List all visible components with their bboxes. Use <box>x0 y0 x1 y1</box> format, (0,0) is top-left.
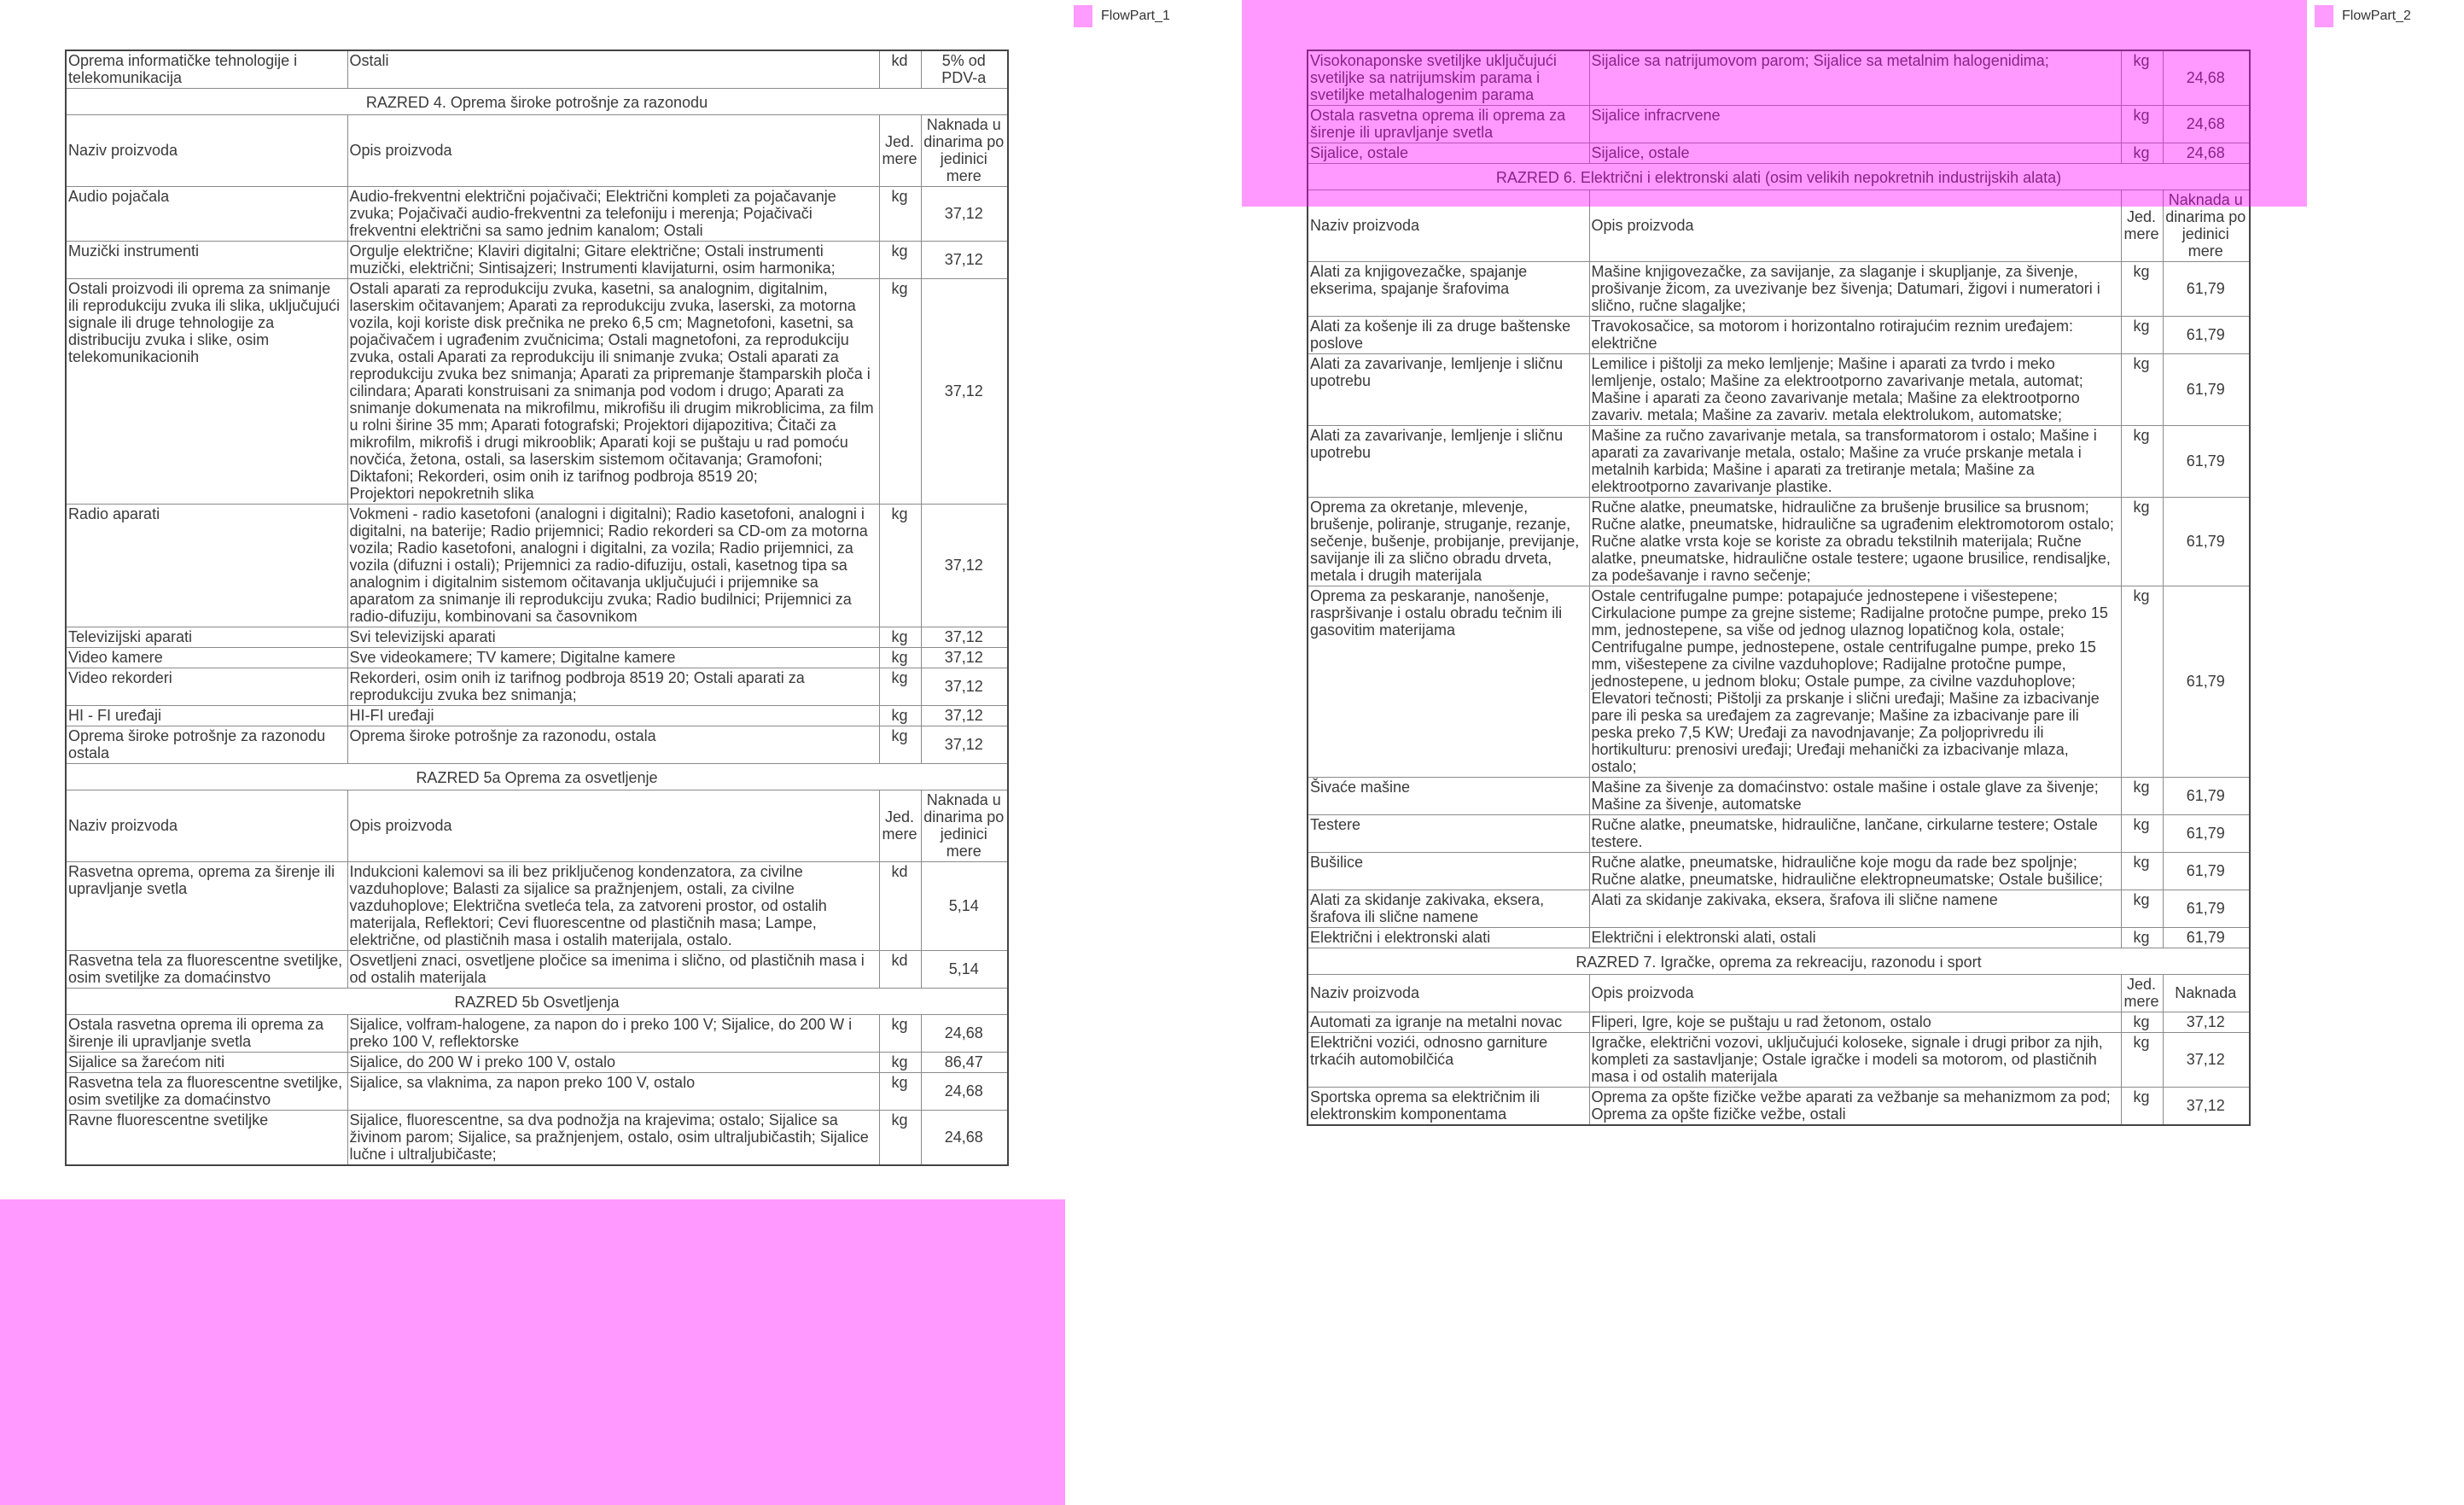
product-name-cell: Alati za skidanje zakivaka, eksera, šrafova ili slične namene <box>1308 890 1589 928</box>
fee-value-cell: 24,68 <box>2163 50 2250 106</box>
fee-value-cell: 37,12 <box>921 242 1008 279</box>
unit-cell: kg <box>2121 262 2163 317</box>
fee-value-cell: 37,12 <box>921 706 1008 726</box>
product-description-cell: Sijalice infracrvene <box>1589 106 2121 143</box>
product-name-cell: Sijalice sa žarećom niti <box>66 1053 347 1073</box>
fee-value-cell: 61,79 <box>2163 354 2250 426</box>
unit-cell: kg <box>2121 317 2163 354</box>
legend-label: FlowPart_1 <box>1101 9 1170 23</box>
product-description-cell: Opis proizvoda <box>1589 975 2121 1012</box>
product-description-cell: Oprema za opšte fizičke vežbe aparati za vežbanje sa mehanizmom za pod; Oprema za opšte fizičke vežbe, ostali <box>1589 1088 2121 1126</box>
unit-cell: kg <box>879 706 921 726</box>
product-description-cell: Audio-frekventni električni pojačivači; Električni kompleti za pojačavanje zvuka; Pojačivači audio-frekventni za telefoniju i merenja; Pojačivači frekventni električni sa samo jednim kanalom; Ostali <box>347 187 879 242</box>
fee-value-cell: 37,12 <box>921 648 1008 668</box>
table-row <box>1308 498 2250 586</box>
product-description-cell: Igračke, električni vozovi, uključujući koloseke, signale i drugi pribor za njih, kompleti za sastavljanje; Ostale igračke i modeli sa motorom, od plastičnih masa i od ostalih materijala <box>1589 1033 2121 1088</box>
fee-value-cell: 37,12 <box>2163 1033 2250 1088</box>
product-name-cell: Rasvetna tela za fluorescentne svetiljke, osim svetiljke za domaćinstvo <box>66 951 347 989</box>
unit-cell: kg <box>2121 143 2163 164</box>
table-row <box>66 627 1008 648</box>
fee-value-cell: 37,12 <box>921 187 1008 242</box>
product-description-cell: Rekorderi, osim onih iz tarifnog podbroja 8519 20; Ostali aparati za reprodukciju zvuka bez snimanja; <box>347 668 879 706</box>
table-row <box>1308 1012 2250 1033</box>
table-row <box>1308 778 2250 815</box>
product-name-cell: Rasvetna oprema, oprema za širenje ili upravljanje svetla <box>66 862 347 951</box>
fee-table-right <box>1307 50 2251 1126</box>
table-row <box>66 1015 1008 1053</box>
section-title: RAZRED 5b Osvetljenja <box>66 989 1008 1015</box>
flowpart-2-legend <box>2315 5 2411 27</box>
product-name-cell: Automati za igranje na metalni novac <box>1308 1012 1589 1033</box>
fee-value-cell: Naknada u dinarima po jedinici mere <box>2163 190 2250 262</box>
unit-cell: kd <box>879 951 921 989</box>
table-row <box>1308 928 2250 948</box>
table-header-row <box>1308 190 2250 262</box>
product-name-cell: Šivaće mašine <box>1308 778 1589 815</box>
product-name-cell: Alati za zavarivanje, lemljenje i sličnu upotrebu <box>1308 426 1589 498</box>
product-name-cell: Oprema za peskaranje, nanošenje, raspršivanje i ostalu obradu tečnim ili gasovitim materijama <box>1308 586 1589 778</box>
section-title: RAZRED 6. Električni i elektronski alati (osim velikih nepokretnih industrijskih alata) <box>1308 164 2250 190</box>
product-name-cell: HI - FI uređaji <box>66 706 347 726</box>
product-description-cell: Električni i elektronski alati, ostali <box>1589 928 2121 948</box>
fee-value-cell: 5,14 <box>921 951 1008 989</box>
product-description-cell: Ostali aparati za reprodukciju zvuka, kasetni, sa analognim, digitalnim, laserskim očitavanjem; Aparati za reprodukciju zvuka, laserski, za motorna vozila, koji koriste disk prečnika ne preko 6,5 cm; Magnetofoni, kasetni, sa pojačivačem i ugrađenim zvučnicima; Ostali magnetofoni, za reprodukciju zvuka, ostali Aparati za reprodukciju ili snimanje zvuka; Ostali aparati za reprodukciju zvuka bez snimanja; Aparati za pripremanje štamparskih ploča i cilindara; Aparati konstruisani za snimanja pod vodom i drugo; Aparati za snimanje dokumenata na mikrofilmu, mikrofišu ili drugim mikroblicima, za film u rolni širine 35 mm; Aparati fotografski; Projektori dijapozitiva; Čitači za mikrofilm, mikrofiš i drugi mikrooblik; Aparati koji se puštaju u rad pomoću novčića, žetona, ostali, sa laserskim sistemom očitavanja; Gramofoni; Diktafoni; Rekorderi, osim onih iz tarifnog podbroja 8519 20; Projektori nepokretnih slika <box>347 279 879 505</box>
unit-cell: Jed. mere <box>2121 190 2163 262</box>
fee-value-cell: 61,79 <box>2163 853 2250 890</box>
table-row <box>1308 143 2250 164</box>
unit-cell: kg <box>879 627 921 648</box>
product-name-cell: Oprema za okretanje, mlevenje, brušenje, poliranje, struganje, rezanje, sečenje, bušenje, probijanje, previjanje, savijanje ili za slično obradu drveta, metala i drugih materijala <box>1308 498 1589 586</box>
unit-cell: kg <box>2121 778 2163 815</box>
legend-swatch <box>2315 5 2333 27</box>
product-name-cell: Alati za knjigovezačke, spajanje ekserima, spajanje šrafovima <box>1308 262 1589 317</box>
unit-cell: kg <box>2121 1088 2163 1126</box>
product-description-cell: Ostali <box>347 50 879 89</box>
table-row <box>1308 1033 2250 1088</box>
product-name-cell: Električni i elektronski alati <box>1308 928 1589 948</box>
product-description-cell: Mašine za šivenje za domaćinstvo: ostale mašine i ostale glave za šivenje; Mašine za šivenje, automatske <box>1589 778 2121 815</box>
unit-cell: kg <box>2121 106 2163 143</box>
fee-value-cell: 24,68 <box>921 1015 1008 1053</box>
unit-cell: kg <box>2121 928 2163 948</box>
section-title-row <box>1308 164 2250 190</box>
unit-cell: kg <box>2121 1033 2163 1088</box>
fee-value-cell: 37,12 <box>2163 1088 2250 1126</box>
unit-cell: kg <box>2121 815 2163 853</box>
unit-cell: kd <box>879 862 921 951</box>
fee-value-cell: 37,12 <box>921 279 1008 505</box>
product-description-cell: Sijalice, do 200 W i preko 100 V, ostalo <box>347 1053 879 1073</box>
fee-value-cell: 61,79 <box>2163 317 2250 354</box>
fee-value-cell: Naknada u dinarima po jedinici mere <box>921 115 1008 187</box>
unit-cell: kg <box>2121 586 2163 778</box>
product-description-cell: Sijalice, fluorescentne, sa dva podnožja na krajevima; ostalo; Sijalice sa živinom parom; Sijalice, sa pražnjenjem, ostalo, osim ultraljubičastih; Sijalice lučne i ultraljubičaste; <box>347 1111 879 1166</box>
flowpart-1-highlight <box>0 1199 1065 1505</box>
unit-cell: kg <box>879 1053 921 1073</box>
unit-cell: kg <box>2121 1012 2163 1033</box>
fee-value-cell: 61,79 <box>2163 262 2250 317</box>
table-row <box>66 279 1008 505</box>
product-description-cell: Sve videokamere; TV kamere; Digitalne kamere <box>347 648 879 668</box>
table-row <box>66 242 1008 279</box>
fee-value-cell: 37,12 <box>921 505 1008 627</box>
unit-cell: kg <box>879 1111 921 1166</box>
fee-value-cell: 61,79 <box>2163 586 2250 778</box>
product-name-cell: Oprema široke potrošnje za razonodu ostala <box>66 726 347 764</box>
table-row <box>66 505 1008 627</box>
product-name-cell: Visokonaponske svetiljke uključujući svetiljke sa natrijumskim parama i svetiljke metalhalogenim parama <box>1308 50 1589 106</box>
product-name-cell: Ostala rasvetna oprema ili oprema za širenje ili upravljanje svetla <box>1308 106 1589 143</box>
product-description-cell: Lemilice i pištolji za meko lemljenje; Mašine i aparati za tvrdo i meko lemljenje, ostalo; Mašine za elektrootporno zavarivanje metala, automat; Mašine i aparati za čeono zavarivanje metala; Mašine za elektrootporno zavariv. metala; Mašine za zavariv. metala elektrolukom, automatske; <box>1589 354 2121 426</box>
fee-value-cell: 61,79 <box>2163 498 2250 586</box>
table-row <box>66 951 1008 989</box>
product-name-cell: Audio pojačala <box>66 187 347 242</box>
product-name-cell: Ravne fluorescentne svetiljke <box>66 1111 347 1166</box>
unit-cell: kg <box>879 242 921 279</box>
unit-cell: kg <box>879 187 921 242</box>
table-row <box>66 1053 1008 1073</box>
flowpart-1-legend <box>1074 5 1170 27</box>
fee-value-cell: 86,47 <box>921 1053 1008 1073</box>
product-description-cell: Ručne alatke, pneumatske, hidraulične, lančane, cirkularne testere; Ostale testere. <box>1589 815 2121 853</box>
product-name-cell: Rasvetna tela za fluorescentne svetiljke, osim svetiljke za domaćinstvo <box>66 1073 347 1111</box>
unit-cell: kg <box>879 505 921 627</box>
unit-cell: kd <box>879 50 921 89</box>
product-description-cell: Orgulje električne; Klaviri digitalni; Gitare električne; Ostali instrumenti muzički, električni; Sintisajzeri; Instrumenti klavijaturni, osim harmonika; <box>347 242 879 279</box>
table-row <box>66 50 1008 89</box>
product-description-cell: Indukcioni kalemovi sa ili bez priključenog kondenzatora, za civilne vazduhoplove; Balasti za sijalice sa pražnjenjem, ostali, za civilne vazduhoplove; Električna svetleća tela, za zatvoreni prostor, od ostalih materijala, Reflektori; Cevi fluorescentne od plastičnih masa; Lampe, električne, od plastičnih masa i ostalih materijala, ostalo. <box>347 862 879 951</box>
product-name-cell: Električni vozići, odnosno garniture trkaćih automobilčića <box>1308 1033 1589 1088</box>
product-description-cell: Travokosačice, sa motorom i horizontalno rotirajućim reznim uređajem: električne <box>1589 317 2121 354</box>
legend-swatch <box>1074 5 1092 27</box>
table-row <box>1308 853 2250 890</box>
product-name-cell: Naziv proizvoda <box>66 115 347 187</box>
fee-value-cell: Naknada <box>2163 975 2250 1012</box>
fee-value-cell: 61,79 <box>2163 778 2250 815</box>
table-row <box>66 648 1008 668</box>
product-description-cell: Sijalice, ostale <box>1589 143 2121 164</box>
product-description-cell: Svi televizijski aparati <box>347 627 879 648</box>
table-header-row <box>66 790 1008 862</box>
section-title-row <box>1308 948 2250 975</box>
fee-value-cell: 24,68 <box>2163 143 2250 164</box>
unit-cell: kg <box>879 668 921 706</box>
product-description-cell: Alati za skidanje zakivaka, eksera, šrafova ili slične namene <box>1589 890 2121 928</box>
unit-cell: kg <box>879 279 921 505</box>
product-description-cell: Opis proizvoda <box>347 790 879 862</box>
product-description-cell: Fliperi, Igre, koje se puštaju u rad žetonom, ostalo <box>1589 1012 2121 1033</box>
fee-table-left <box>65 50 1009 1166</box>
product-name-cell: Sportska oprema sa električnim ili elektronskim komponentama <box>1308 1088 1589 1126</box>
unit-cell: kg <box>2121 890 2163 928</box>
table-row <box>66 1111 1008 1166</box>
fee-value-cell: 61,79 <box>2163 928 2250 948</box>
section-title-row <box>66 989 1008 1015</box>
table-row <box>1308 426 2250 498</box>
product-description-cell: Vokmeni - radio kasetofoni (analogni i digitalni); Radio kasetofoni, analogni i digitalni, na baterije; Radio prijemnici; Radio rekorderi sa CD-om za motorna vozila; Radio kasetofoni, analogni i digitalni, za vozila; Radio prijemnici, za vozila (difuzni i ostali); Prijemnici za radio-difuziju, ostali, kasetnog tipa sa analognim i digitalnim sistemom očitavanja uključujući i prijemnike sa aparatom za snimanje ili reprodukciju zvuka; Radio budilnici; Prijemnici za radio-difuziju, kombinovani sa časovnikom <box>347 505 879 627</box>
product-name-cell: Ostali proizvodi ili oprema za snimanje ili reprodukciju zvuka ili slika, uključujući signale ili druge tehnologije za distribuciju zvuka i slike, osim telekomunikacionih <box>66 279 347 505</box>
table-row <box>66 862 1008 951</box>
fee-value-cell: 37,12 <box>2163 1012 2250 1033</box>
product-name-cell: Naziv proizvoda <box>66 790 347 862</box>
product-name-cell: Ostala rasvetna oprema ili oprema za širenje ili upravljanje svetla <box>66 1015 347 1053</box>
table-row <box>1308 586 2250 778</box>
product-name-cell: Video rekorderi <box>66 668 347 706</box>
product-name-cell: Video kamere <box>66 648 347 668</box>
product-name-cell: Alati za košenje ili za druge baštenske poslove <box>1308 317 1589 354</box>
fee-value-cell: 37,12 <box>921 726 1008 764</box>
product-description-cell: Ručne alatke, pneumatske, hidraulične za brušenje brusilice sa brusnom; Ručne alatke, pneumatske, hidraulične sa ugrađenim elektromotorom ostalo; Ručne alatke vrsta koje se koriste za obradu tekstilnih materijala; Ručne alatke, pneumatske, hidraulične ostale testere; ugaone brusilice, rendisaljke, za podešavanje i ravno sečenje; <box>1589 498 2121 586</box>
unit-cell: kg <box>2121 50 2163 106</box>
table-row <box>1308 890 2250 928</box>
unit-cell: kg <box>2121 498 2163 586</box>
table-header-row <box>1308 975 2250 1012</box>
table-row <box>1308 1088 2250 1126</box>
legend-label: FlowPart_2 <box>2342 9 2411 23</box>
table-row <box>66 668 1008 706</box>
unit-cell: kg <box>2121 853 2163 890</box>
product-name-cell: Naziv proizvoda <box>1308 975 1589 1012</box>
fee-value-cell: 24,68 <box>2163 106 2250 143</box>
table-row <box>1308 106 2250 143</box>
product-description-cell: Ostale centrifugalne pumpe: potapajuće jednostepene i višestepene; Cirkulacione pumpe za grejne sisteme; Radijalne protočne pumpe, preko 15 mm, jednostepene, sa više od jednog ulaznog lopatičnog kola, ostale; Centrifugalne pumpe, jednostepene, ostale centrifugalne pumpe, preko 15 mm, višestepene za civilne vazduhoplove; Radijalne protočne pumpe, jednostepene, u jednom bloku; Ostale pumpe, za civilne vazduhoplove; Elevatori tečnosti; Pištolji za prskanje i slični uređaji; Mašine za izbacivanje pare ili peska sa uređajem za zagrevanje; Mašine za izbacivanje pare ili peska preko 7,5 KW; Uređaji za navodnjavanje; Za poljoprivredu ili hortikulturu: prenosivi uređaji; Uređaji mehanički za izbacivanje mlaza, ostalo; <box>1589 586 2121 778</box>
product-name-cell: Oprema informatičke tehnologije i telekomunikacija <box>66 50 347 89</box>
fee-value-cell: 61,79 <box>2163 426 2250 498</box>
fee-value-cell: 24,68 <box>921 1073 1008 1111</box>
table-row <box>66 726 1008 764</box>
document-column-right <box>1307 50 2249 1126</box>
fee-value-cell: 5% od PDV-a <box>921 50 1008 89</box>
product-description-cell: Opis proizvoda <box>1589 190 2121 262</box>
section-title: RAZRED 5a Oprema za osvetljenje <box>66 764 1008 790</box>
product-description-cell: Oprema široke potrošnje za razonodu, ostala <box>347 726 879 764</box>
unit-cell: kg <box>2121 354 2163 426</box>
unit-cell: Jed. mere <box>2121 975 2163 1012</box>
fee-value-cell: 37,12 <box>921 627 1008 648</box>
unit-cell: kg <box>879 1073 921 1111</box>
document-column-left <box>65 50 1007 1166</box>
product-description-cell: Mašine knjigovezačke, za savijanje, za slaganje i skupljanje, za šivenje, prošivanje žicom, za uvezivanje bez šivenja; Datumari, žigovi i numeratori i slično, ručne slagaljke; <box>1589 262 2121 317</box>
table-row <box>66 187 1008 242</box>
product-name-cell: Muzički instrumenti <box>66 242 347 279</box>
product-description-cell: HI-FI uređaji <box>347 706 879 726</box>
section-title-row <box>66 89 1008 115</box>
table-row <box>66 1073 1008 1111</box>
table-row <box>1308 50 2250 106</box>
fee-value-cell: 24,68 <box>921 1111 1008 1166</box>
table-row <box>66 706 1008 726</box>
section-title: RAZRED 4. Oprema široke potrošnje za razonodu <box>66 89 1008 115</box>
section-title-row <box>66 764 1008 790</box>
product-description-cell: Opis proizvoda <box>347 115 879 187</box>
unit-cell: kg <box>879 1015 921 1053</box>
product-description-cell: Sijalice, sa vlaknima, za napon preko 100 V, ostalo <box>347 1073 879 1111</box>
product-description-cell: Sijalice sa natrijumovom parom; Sijalice sa metalnim halogenidima; <box>1589 50 2121 106</box>
product-description-cell: Sijalice, volfram-halogene, za napon do i preko 100 V; Sijalice, do 200 W i preko 100 V, reflektorske <box>347 1015 879 1053</box>
fee-value-cell: 37,12 <box>921 668 1008 706</box>
table-header-row <box>66 115 1008 187</box>
product-name-cell: Naziv proizvoda <box>1308 190 1589 262</box>
unit-cell: kg <box>879 726 921 764</box>
product-description-cell: Ručne alatke, pneumatske, hidraulične koje mogu da rade bez spoljnje; Ručne alatke, pneumatske, hidraulične elektropneumatske; Ostale bušilice; <box>1589 853 2121 890</box>
fee-value-cell: Naknada u dinarima po jedinici mere <box>921 790 1008 862</box>
product-name-cell: Alati za zavarivanje, lemljenje i sličnu upotrebu <box>1308 354 1589 426</box>
fee-value-cell: 5,14 <box>921 862 1008 951</box>
table-row <box>1308 262 2250 317</box>
product-description-cell: Osvetljeni znaci, osvetljene pločice sa imenima i slično, od plastičnih masa i od ostalih materijala <box>347 951 879 989</box>
table-row <box>1308 815 2250 853</box>
fee-value-cell: 61,79 <box>2163 815 2250 853</box>
section-title: RAZRED 7. Igračke, oprema za rekreaciju, razonodu i sport <box>1308 948 2250 975</box>
fee-value-cell: 61,79 <box>2163 890 2250 928</box>
unit-cell: kg <box>2121 426 2163 498</box>
product-name-cell: Sijalice, ostale <box>1308 143 1589 164</box>
table-row <box>1308 317 2250 354</box>
unit-cell: Jed. mere <box>879 790 921 862</box>
unit-cell: kg <box>879 648 921 668</box>
product-name-cell: Testere <box>1308 815 1589 853</box>
unit-cell: Jed. mere <box>879 115 921 187</box>
product-description-cell: Mašine za ručno zavarivanje metala, sa transformatorom i ostalo; Mašine i aparati za zavarivanje metala, ostalo; Mašine za vruće prskanje metala i metalnih karbida; Mašine i aparati za tretiranje metala; Mašine za elektrootporno zavarivanje plastike. <box>1589 426 2121 498</box>
product-name-cell: Bušilice <box>1308 853 1589 890</box>
product-name-cell: Televizijski aparati <box>66 627 347 648</box>
table-row <box>1308 354 2250 426</box>
product-name-cell: Radio aparati <box>66 505 347 627</box>
